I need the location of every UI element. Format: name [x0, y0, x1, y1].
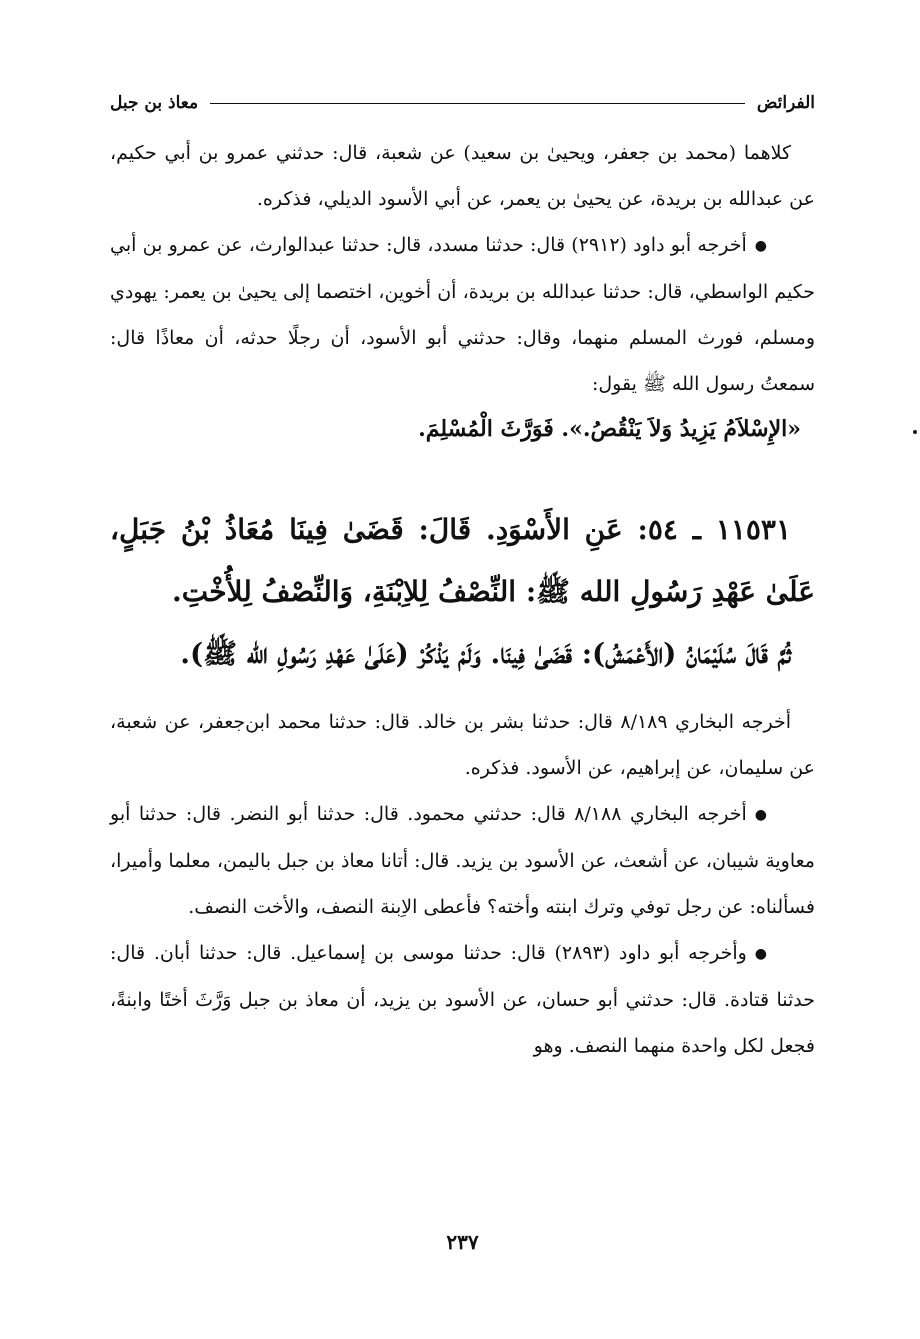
paragraph-2: [110, 222, 815, 407]
paragraph-3: أخرجه البخاري ٨/١٨٩ قال: حدثنا بشر بن خالد. قال: حدثنا محمد ابن‌جعفر، عن شعبة، عن سليمان، عن إبراهيم، عن الأسود. فذكره.: [110, 711, 815, 779]
page-body: [110, 130, 815, 1069]
paragraph-2-text: أخرجه أبو داود (٢٩١٢) قال: حدثنا مسدد، قال: حدثنا عبدالوارث، عن عمرو بن أبي حكيم الواسطي، قال: حدثنا عبدالله بن بريدة، أن أخوين، اختصما إلى يحيىٰ بن يعمر: يهودي ومسلم، فورث المسلم منهما، وقال: حدثني أبو الأسود، أن رجلًا حدثه، أن معاذًا قال: سمعتُ رسول الله ﷺ يقول:: [110, 234, 815, 395]
paragraph-5-text: وأخرجه أبو داود (٢٨٩٣) قال: حدثنا موسى بن إسماعيل. قال: حدثنا أبان. قال: حدثنا قتادة. قال: حدثني أبو حسان، عن الأسود بن يزيد، أن معاذ بن جبل وَرَّثَ أختًا وابنةً، فجعل لكل واحدة منهما النصف. وهو: [110, 942, 815, 1057]
hadith-number: ١١٥٣١ ـ ٥٤:: [637, 513, 792, 546]
hadith-text: عَنِ الأَسْوَدِ. قَالَ: قَضَىٰ فِينَا مُعَاذُ بْنُ جَبَلٍ، عَلَىٰ عَهْدِ رَسُولِ الله ﷺ: النِّصْفُ لِلاِبْنَةِ، وَالنِّصْفُ لِلأُخْتِ.: [110, 513, 815, 608]
bullet-icon: ●: [754, 946, 767, 962]
page: [110, 80, 815, 1280]
paragraph-1: كلاهما (محمد بن جعفر، ويحيىٰ بن سعيد) عن شعبة، قال: حدثني عمرو بن أبي حكيم، عن عبدالله بن بريدة، عن يحيىٰ بن يعمر، عن أبي الأسود الديلي، فذكره.: [110, 142, 815, 210]
hadith-main-2: ثُمَّ قَالَ سُلَيْمَانُ (الأَعْمَشُ): قَضَىٰ فِينَا. وَلَمْ يَذْكُرْ (عَلَىٰ عَهْدِ رَسُولِ الله ﷺ).: [180, 637, 791, 670]
hadith-quote: «الإِسْلاَمُ يَزِيدُ وَلاَ يَنْقُصُ.». فَوَرَّثَ الْمُسْلِمَ.: [418, 416, 801, 442]
paragraph-5: [110, 930, 815, 1069]
header-narrator: معاذ بن جبل: [110, 93, 199, 113]
margin-dot: [913, 430, 917, 434]
bullet-icon: ●: [754, 807, 768, 823]
paragraph-4: [110, 791, 815, 930]
bullet-icon: ●: [754, 238, 767, 254]
header-rule: [210, 103, 745, 104]
page-number: ٢٣٧: [446, 1230, 479, 1254]
running-header: [110, 90, 815, 116]
paragraph-4-text: أخرجه البخاري ٨/١٨٨ قال: حدثني محمود. قال: حدثنا أبو النضر. قال: حدثنا أبو معاوية شيبان، عن أشعث، عن الأسود بن يزيد. قال: أتانا معاذ بن جبل باليمن، معلما وأميرا، فسألناه: عن رجل توفي وترك ابنته وأخته؟ فأعطى الاِبنة النصف، والأخت النصف.: [110, 803, 815, 918]
header-section: الفرائض: [756, 93, 815, 113]
hadith-main: [110, 499, 815, 623]
